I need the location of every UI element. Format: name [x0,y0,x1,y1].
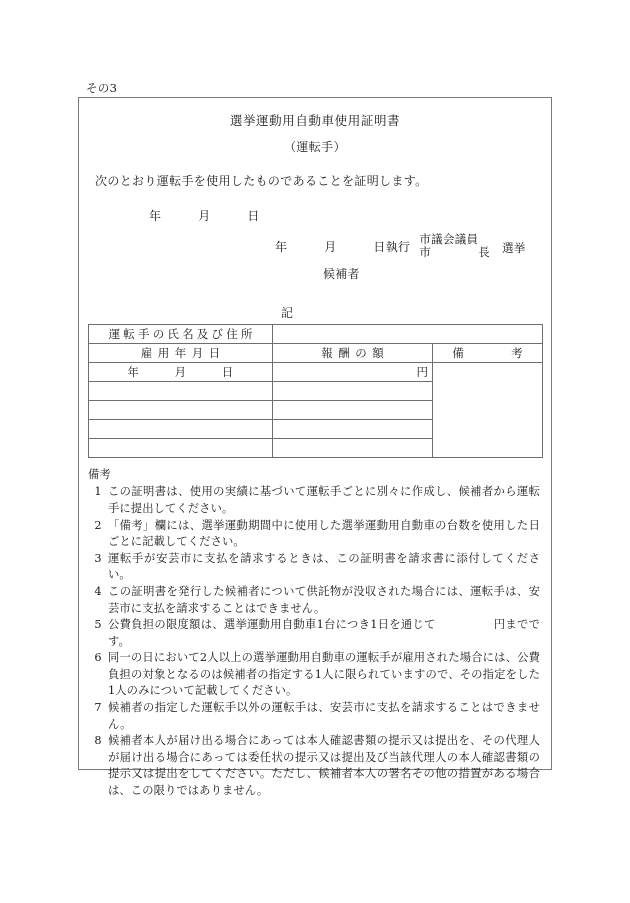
note-number: 5 [94,618,102,632]
note-item [88,484,540,517]
certificate-form-box [78,97,552,798]
remarks-value[interactable] [433,362,543,457]
ki-mark: 記 [280,305,293,320]
note-text: 候補者本人が届け出る場合にあっては本人確認書類の提示又は提出を、その代理人が届け出る場合にあっては委任状の提示又は提出及び当該代理人の本人確認書類の提示又は提出をしてください。ただし、候補者本人の署名その他の措置がある場合は、この限りではありません。 [108,734,540,798]
driver-usage-table-wrap [88,324,542,458]
note-item [88,518,540,551]
driver-name-address-value[interactable] [273,324,543,343]
remuneration-value[interactable] [273,400,433,419]
note-item [88,584,540,617]
employment-date-value[interactable] [89,400,273,419]
note-text: この証明書を発行した候補者について供託物が没収された場合には、運転手は、安芸市に支払を請求することはできません。 [108,584,540,615]
page-subtitle: （運転手） [283,140,346,154]
office-name-mayor: 市 長 [419,244,491,259]
note-text: 候補者の指定した運転手以外の運転手は、安芸市に支払を請求することはできません。 [108,701,540,731]
note-text-after: 円までです。 [108,618,540,648]
notes-section [79,467,551,800]
note-number: 8 [94,734,102,748]
note-number: 4 [94,584,102,598]
election-execution-row [79,232,551,259]
note-text: この証明書は、使用の実績に基づいて運転手ごとに別々に作成し、候補者から運転手に提出してください。 [108,485,540,515]
office-name-assembly: 市議会議員 [419,232,479,246]
election-word-label: 選挙 [502,241,526,255]
remarks-header: 備 考 [433,343,543,362]
remuneration-value[interactable] [273,438,433,457]
note-number: 6 [94,651,102,665]
note-item [88,700,540,733]
remuneration-value[interactable] [273,381,433,400]
employment-date-value[interactable] [89,438,273,457]
execution-date-label: 年 月 日執行 [275,240,411,254]
employment-date-value[interactable]: 年 月 日 [89,362,273,381]
note-text [108,617,540,650]
table-row [89,324,543,343]
remuneration-value[interactable]: 円 [273,362,433,381]
note-text: 同一の日において2人以上の選挙運動用自動車の運転手が雇用された場合には、公費負担の対象となるのは候補者の指定する1人に限られていますので、その指定をした1人のみについて記載してください。 [108,651,540,698]
note-number: 7 [94,701,102,715]
table-row [89,362,543,381]
note-item [88,733,540,799]
note-item [88,551,540,584]
form-corner-label: その3 [86,81,118,95]
office-name-stack [419,233,490,259]
issue-date-line: 年 月 日 [149,209,260,223]
note-number: 3 [94,551,102,565]
note-text-before: 公費負担の限度額は、選挙運動用自動車1台につき1日を通じて [108,618,436,632]
candidate-label: 候補者 [323,266,360,281]
employment-date-value[interactable] [89,381,273,400]
note-number: 1 [94,485,102,499]
page-title: 選挙運動用自動車使用証明書 [229,113,401,128]
table-row [89,343,543,362]
remuneration-header: 報酬の額 [273,343,433,362]
note-item [88,650,540,700]
remuneration-value[interactable] [273,419,433,438]
employment-date-header: 雇用年月日 [89,343,273,362]
driver-name-address-header: 運転手の氏名及び住所 [89,324,273,343]
certification-statement: 次のとおり運転手を使用したものであることを証明します。 [95,174,428,188]
note-text: 運転手が安芸市に支払を請求するときは、この証明書を請求書に添付してください。 [108,551,540,582]
employment-date-value[interactable] [89,419,273,438]
driver-usage-table [88,324,543,458]
notes-heading: 備考 [88,467,111,481]
note-item [88,617,540,650]
note-text: 「備考」欄には、選挙運動期間中に使用した選挙運動用自動車の台数を使用した日ごとに記載してください。 [108,518,540,549]
note-number: 2 [94,518,102,532]
